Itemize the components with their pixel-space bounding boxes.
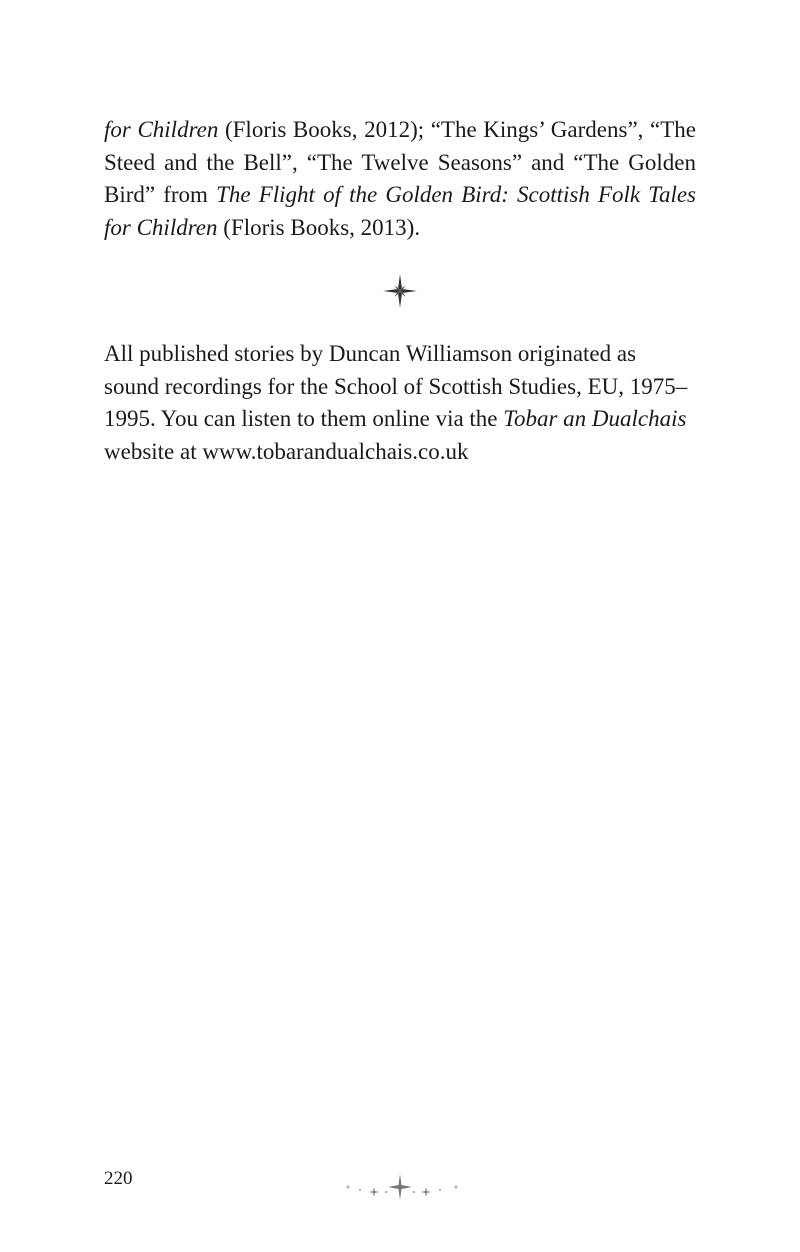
italic-text: Tobar an Dualchais bbox=[503, 406, 687, 431]
plain-text: All published stories by Duncan Williamson originated as sound recordings for the School of Scottish Studies, EU, 1975–1995. You can listen to them online via the bbox=[104, 341, 688, 431]
italic-text: The Flight of the Golden Bird: Scottish Folk Tales for Children bbox=[104, 182, 697, 240]
page-footer bbox=[104, 1166, 696, 1206]
plain-text: website at www.tobarandualchais.co.uk bbox=[104, 438, 469, 464]
dot bbox=[359, 1189, 361, 1191]
page-body bbox=[104, 114, 696, 468]
paragraph-sources bbox=[104, 114, 696, 244]
right-star bbox=[421, 1187, 431, 1197]
central-star bbox=[388, 1174, 412, 1200]
dot bbox=[413, 1191, 415, 1193]
page-number: 220 bbox=[104, 1168, 133, 1189]
plain-text: (Floris Books, 2013). bbox=[217, 214, 421, 240]
far-right-star bbox=[453, 1184, 459, 1190]
far-left-star bbox=[345, 1184, 351, 1190]
dot bbox=[385, 1191, 387, 1193]
four-point-star-icon bbox=[383, 274, 417, 308]
italic-text: for Children bbox=[104, 117, 219, 142]
dot bbox=[439, 1189, 441, 1191]
star-cluster-icon bbox=[338, 1166, 462, 1206]
left-star bbox=[369, 1187, 379, 1197]
plain-text: (Floris Books, 2012); “The Kings’ Gardens”, “The Steed and the Bell”, “The Twelve Seasons” and “The Golden Bird” from bbox=[104, 117, 696, 207]
paragraph-recordings bbox=[104, 338, 696, 468]
